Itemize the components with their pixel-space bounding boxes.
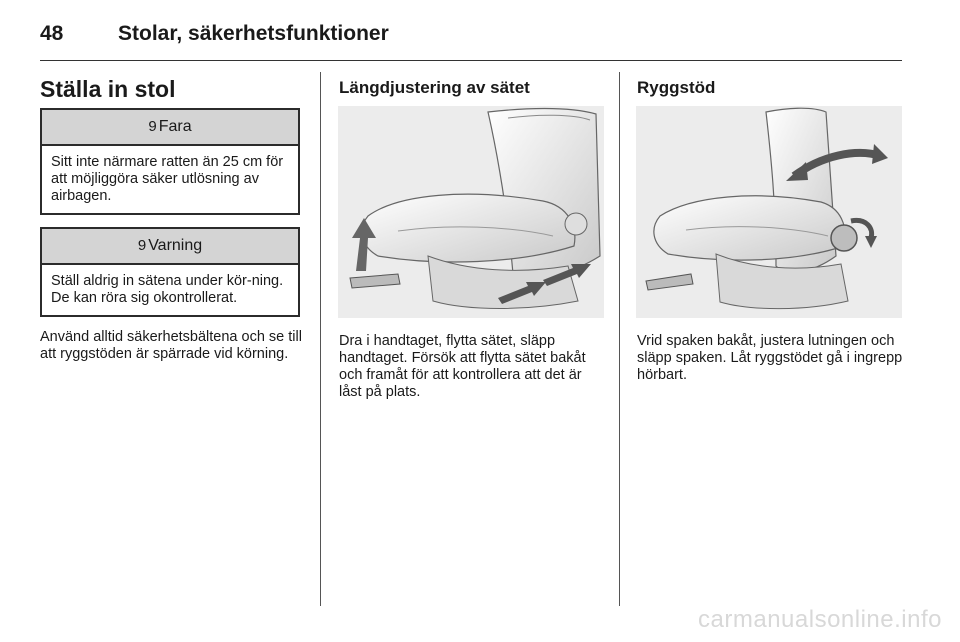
warning-icon: 9 bbox=[137, 237, 147, 254]
chapter-title: Stolar, säkerhetsfunktioner bbox=[118, 22, 389, 45]
column-divider-1 bbox=[320, 72, 321, 606]
watermark: carmanualsonline.info bbox=[698, 606, 942, 633]
backrest-illustration bbox=[636, 106, 902, 318]
section-heading: Ställa in stol bbox=[40, 76, 176, 102]
seat-length-illustration bbox=[338, 106, 604, 318]
length-paragraph: Dra i handtaget, flytta sätet, släpp handtaget. Försök att flytta sätet bakåt och framåt för att kontrollera att det är låst på plats. bbox=[339, 333, 586, 400]
danger-box bbox=[40, 108, 300, 215]
warning-text: Ställ aldrig in sätena under kör-ning. De kan röra sig okontrollerat. bbox=[51, 273, 284, 306]
subsection-heading-length: Längdjustering av sätet bbox=[339, 78, 530, 97]
danger-text: Sitt inte närmare ratten än 25 cm för att möjliggöra säker utlösning av airbagen. bbox=[51, 154, 284, 204]
danger-box-header bbox=[42, 110, 298, 146]
danger-warning-icon: 9 bbox=[148, 118, 157, 135]
column-divider-2 bbox=[619, 72, 620, 606]
backrest-paragraph: Vrid spaken bakåt, justera lutningen och släpp spaken. Låt ryggstödet gå i ingrepp hörbart. bbox=[637, 333, 903, 383]
page-number: 48 bbox=[40, 22, 64, 45]
subsection-heading-backrest: Ryggstöd bbox=[637, 78, 716, 97]
warning-title: Varning bbox=[148, 237, 203, 254]
header-rule bbox=[40, 60, 902, 61]
page-header bbox=[40, 22, 389, 46]
danger-title: Fara bbox=[158, 118, 192, 135]
seatbelt-paragraph: Använd alltid säkerhetsbältena och se till att ryggstöden är spärrade vid körning. bbox=[40, 329, 302, 362]
warning-box-header bbox=[42, 229, 298, 265]
warning-box bbox=[40, 227, 300, 317]
